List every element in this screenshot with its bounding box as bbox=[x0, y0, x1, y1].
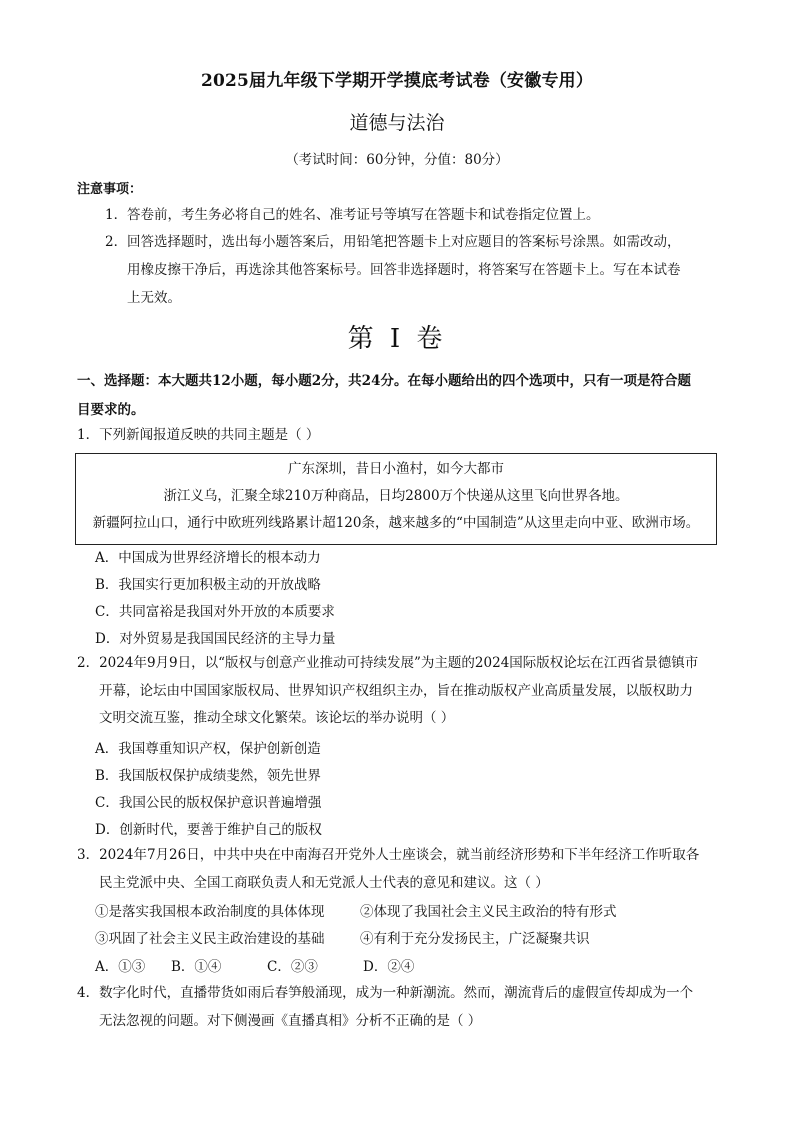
notice-number: 1． bbox=[105, 207, 128, 223]
news-line: 广东深圳，昔日小渔村，如今大都市 bbox=[288, 461, 504, 477]
statement-3: ③巩固了社会主义民主政治建设的基础 bbox=[95, 931, 325, 947]
question-2-option-b[interactable]: B．我国版权保护成绩斐然，领先世界 bbox=[95, 768, 321, 784]
question-line: 2．2024年9月9日，以“版权与创意产业推动可持续发展”为主题的2024国际版权论坛在江西省景德镇市 bbox=[77, 655, 699, 671]
question-2-option-c[interactable]: C．我国公民的版权保护意识普遍增强 bbox=[95, 795, 322, 811]
question-3-stem bbox=[77, 842, 727, 897]
question-1-option-c[interactable]: C．共同富裕是我国对外开放的本质要求 bbox=[95, 604, 335, 620]
notice-text: 答卷前，考生务必将自己的姓名、准考证号等填写在答题卡和试卷指定位置上。 bbox=[127, 207, 600, 223]
question-line: 民主党派中央、全国工商联负责人和无党派人士代表的意见和建议。这（ ） bbox=[99, 874, 549, 891]
question-line: 文明交流互鉴，推动全球文化繁荣。该论坛的举办说明（ ） bbox=[99, 710, 455, 726]
statement-1: ①是落实我国根本政治制度的具体体现 bbox=[95, 904, 325, 920]
news-line: 浙江义乌，汇聚全球210万种商品，日均2800万个快递从这里飞向世界各地。 bbox=[163, 488, 629, 504]
question-3-choice-a[interactable]: A．①③ bbox=[95, 959, 146, 975]
volume-heading: 第 I 卷 bbox=[347, 324, 447, 354]
question-line: 4．数字化时代，直播带货如雨后春笋般涌现，成为一种新潮流。然而，潮流背后的虚假宣传却成为一个 bbox=[77, 985, 694, 1001]
question-3-choice-d[interactable]: D．②④ bbox=[363, 959, 415, 975]
question-2-option-a[interactable]: A．我国尊重知识产权，保护创新创造 bbox=[95, 741, 321, 757]
notice-title: 注意事项： bbox=[77, 182, 143, 197]
question-1-option-d[interactable]: D．对外贸易是我国国民经济的主导力量 bbox=[95, 631, 336, 647]
notice-item-2 bbox=[105, 228, 725, 312]
notice-text: 上无效。 bbox=[127, 290, 181, 306]
notice-item-1 bbox=[105, 201, 725, 229]
news-box bbox=[75, 453, 717, 545]
notice-text: 用橡皮擦干净后，再选涂其他答案标号。回答非选择题时，将答案写在答题卡上。写在本试卷 bbox=[127, 262, 681, 278]
statement-4: ④有利于充分发扬民主，广泛凝聚共识 bbox=[360, 931, 590, 947]
question-2-option-d[interactable]: D．创新时代，要善于维护自己的版权 bbox=[95, 822, 322, 838]
section-line: 目要求的。 bbox=[77, 401, 145, 418]
notice-number: 2． bbox=[105, 234, 128, 250]
question-line: 3．2024年7月26日，中共中央在中南海召开党外人士座谈会，就当前经济形势和下半年经济工作听取各 bbox=[77, 847, 700, 863]
question-line: 开幕，论坛由中国国家版权局、世界知识产权组织主办，旨在推动版权产业高质量发展，以版权助力 bbox=[99, 682, 693, 699]
notice-line bbox=[105, 201, 725, 229]
question-line: 1．下列新闻报道反映的共同主题是（ ） bbox=[77, 427, 320, 443]
statement-2: ②体现了我国社会主义民主政治的特有形式 bbox=[360, 904, 617, 920]
exam-info: （考试时间：60分钟，分值：80分） bbox=[285, 152, 509, 168]
notice-line bbox=[105, 228, 725, 256]
section-heading bbox=[77, 368, 727, 424]
notice-text: 回答选择题时，选出每小题答案后，用铅笔把答题卡上对应题目的答案标号涂黑。如需改动， bbox=[127, 234, 681, 250]
question-3-statements-row-2 bbox=[95, 927, 590, 947]
question-1-option-b[interactable]: B．我国实行更加积极主动的开放战略 bbox=[95, 577, 321, 593]
question-4-stem bbox=[77, 980, 727, 1035]
question-3-choice-b[interactable]: B．①④ bbox=[171, 959, 222, 975]
question-3-choices bbox=[95, 955, 414, 975]
news-line: 新疆阿拉山口，通行中欧班列线路累计超120条，越来越多的“中国制造”从这里走向中亚、欧洲市场。 bbox=[92, 515, 700, 531]
question-3-choice-c[interactable]: C．②③ bbox=[267, 959, 318, 975]
question-1-option-a[interactable]: A．中国成为世界经济增长的根本动力 bbox=[95, 550, 321, 566]
question-1-stem bbox=[77, 422, 727, 450]
question-line: 无法忽视的问题。对下侧漫画《直播真相》分析不正确的是（ ） bbox=[99, 1012, 482, 1029]
exam-title: 2025届九年级下学期开学摸底考试卷（安徽专用） bbox=[200, 71, 594, 91]
question-3-statements-row-1 bbox=[95, 900, 617, 920]
subject-title: 道德与法治 bbox=[349, 112, 445, 134]
question-2-stem bbox=[77, 650, 727, 733]
section-line: 一、选择题：本大题共12小题，每小题2分，共24分。在每小题给出的四个选项中，只有一项是符合题 bbox=[77, 373, 691, 389]
